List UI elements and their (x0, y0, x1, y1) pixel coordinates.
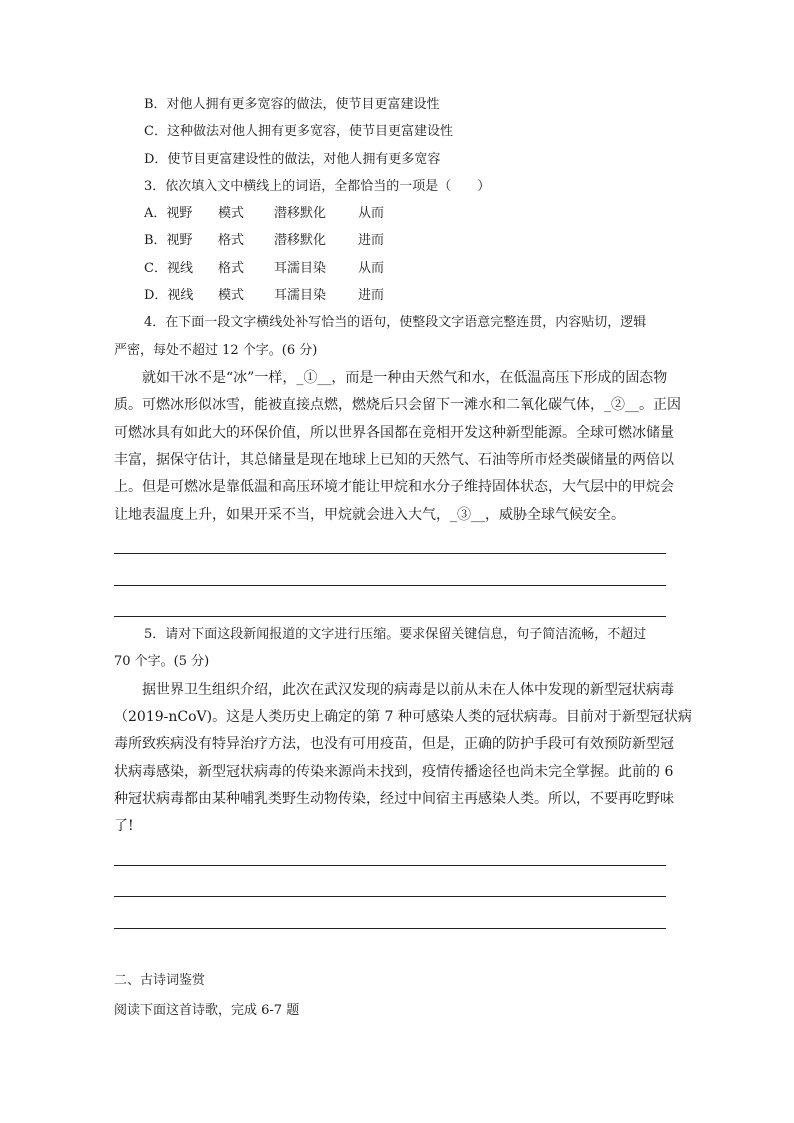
q3-option-word: 模式 (218, 206, 245, 221)
q3-option-word: 从而 (358, 206, 385, 221)
section-heading: 二、古诗词鉴赏 (114, 973, 206, 988)
q4-paragraph-line: 就如干冰不是“冰”一样，_①__，而是一种由天然气和水，在低温高压下形成的固态物 (142, 370, 668, 386)
q4-stem-cont: 严密，每处不超过 12 个字。(6 分) (114, 343, 318, 358)
q3-option-word: 从而 (358, 261, 385, 276)
q5-paragraph-line: （2019-nCoV)。这是人类历史上确定的第 7 种可感染人类的冠状病毒。目前对于新型冠状病 (114, 709, 692, 725)
q5-stem-cont: 70 个字。(5 分) (114, 654, 210, 669)
q4-stem: 4．在下面一段文字横线处补写恰当的语句，使整段文字语意完整连贯，内容贴切，逻辑 (144, 315, 647, 330)
q3-option-b (144, 231, 384, 251)
q3-stem: 3．依次填入文中横线上的词语，全都恰当的一项是（ ） (144, 179, 491, 194)
q3-option-label: B．视野 (144, 233, 193, 248)
q2-option-d: D．使节目更富建设性的做法，对他人拥有更多宽容 (144, 152, 441, 167)
q5-paragraph-line: 状病毒感染，新型冠状病毒的传染来源尚未找到，疫情传播途径也尚未完全掌握。此前的 6 (114, 764, 674, 780)
q3-option-label: A．视野 (144, 206, 193, 221)
q4-answer-line-1 (114, 553, 666, 554)
q4-paragraph-line: 质。可燃冰形似冰雪，能被直接点燃，燃烧后只会留下一滩水和二氧化碳气体，_②__。正因 (114, 397, 681, 413)
q3-option-word: 格式 (218, 233, 245, 248)
q3-option-a (144, 204, 384, 224)
q3-option-word: 潜移默化 (274, 206, 327, 221)
q4-answer-line-3 (114, 616, 666, 617)
q4-paragraph-line: 让地表温度上升，如果开采不当，甲烷就会进入大气，_③__，威胁全球气候安全。 (114, 507, 625, 523)
q3-option-c (144, 259, 384, 279)
q3-option-label: D．视线 (144, 288, 194, 303)
q5-paragraph-line: 毒所致疾病没有特异治疗方法，也没有可用疫苗，但是，正确的防护手段可有效预防新型冠 (114, 736, 674, 752)
q3-option-word: 模式 (218, 288, 245, 303)
q4-answer-line-2 (114, 585, 666, 586)
q3-option-word: 进而 (358, 233, 385, 248)
q3-option-word: 耳濡目染 (274, 261, 327, 276)
q4-paragraph-line: 上。但是可燃冰是靠低温和高压环境才能让甲烷和水分子维持固体状态，大气层中的甲烷会 (114, 479, 674, 495)
q3-option-d (144, 286, 384, 306)
q2-option-b: B．对他人拥有更多宽容的做法，使节目更富建设性 (144, 97, 440, 112)
q5-answer-line-1 (114, 865, 666, 866)
q3-option-word: 格式 (218, 261, 245, 276)
q3-option-word: 进而 (358, 288, 385, 303)
q4-paragraph-line: 丰富，据保守估计，其总储量是现在地球上已知的天然气、石油等所市烃类碳储量的两倍以 (114, 452, 674, 468)
q5-stem: 5．请对下面这段新闻报道的文字进行压缩。要求保留关键信息，句子简洁流畅，不超过 (144, 627, 647, 642)
q3-option-word: 潜移默化 (274, 233, 327, 248)
q5-answer-line-3 (114, 928, 666, 929)
q5-paragraph-line: 据世界卫生组织介绍，此次在武汉发现的病毒是以前从未在人体中发现的新型冠状病毒 (142, 682, 674, 698)
q3-option-label: C．视线 (144, 261, 193, 276)
q5-answer-line-2 (114, 896, 666, 897)
q2-option-c: C．这种做法对他人拥有更多宽容，使节目更富建设性 (144, 124, 453, 139)
q3-option-word: 耳濡目染 (274, 288, 327, 303)
q5-paragraph-line: 种冠状病毒都由某种哺乳类野生动物传染，经过中间宿主再感染人类。所以，不要再吃野味 (114, 791, 674, 807)
section-intro: 阅读下面这首诗歌，完成 6-7 题 (114, 1003, 300, 1018)
q5-paragraph-line: 了! (114, 818, 134, 834)
q4-paragraph-line: 可燃冰具有如此大的环保价值，所以世界各国都在竞相开发这种新型能源。全球可燃冰储量 (114, 425, 674, 441)
